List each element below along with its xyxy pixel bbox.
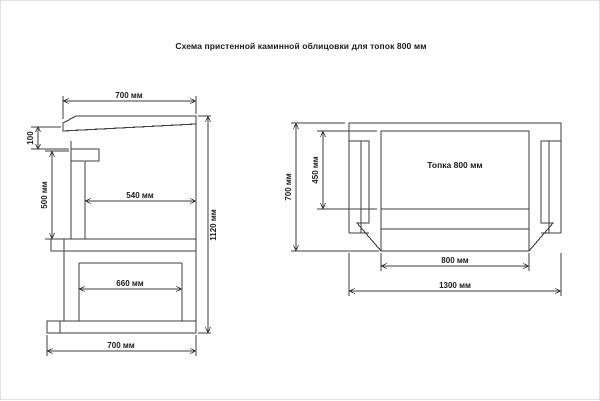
dim-right-450 [317, 131, 377, 209]
left-middle-ledge [51, 239, 196, 251]
label-1120: 1120 мм [209, 209, 218, 241]
page-title: Схема пристенной каминной облицовки для топок 800 мм [175, 41, 427, 51]
right-hearth-band [381, 209, 529, 251]
left-upper-body [71, 124, 196, 239]
label-bottom-700: 700 мм [107, 341, 135, 350]
left-top-shelf [63, 116, 196, 131]
label-660: 660 мм [116, 279, 144, 288]
label-100: 100 [26, 131, 35, 145]
right-inner-left-columns [349, 141, 369, 233]
label-1300: 1300 мм [439, 281, 471, 290]
left-base-plinth [47, 321, 196, 333]
label-top-700: 700 мм [115, 91, 143, 100]
label-800: 800 мм [441, 256, 469, 265]
label-right-700: 700 мм [284, 173, 293, 201]
label-500: 500 мм [40, 181, 49, 209]
label-450: 450 мм [311, 156, 320, 184]
right-inner-right-columns [541, 141, 561, 233]
label-firebox: Топка 800 мм [427, 160, 483, 170]
technical-drawing [1, 1, 600, 401]
firebox-opening [381, 131, 529, 209]
label-540: 540 мм [126, 191, 154, 200]
